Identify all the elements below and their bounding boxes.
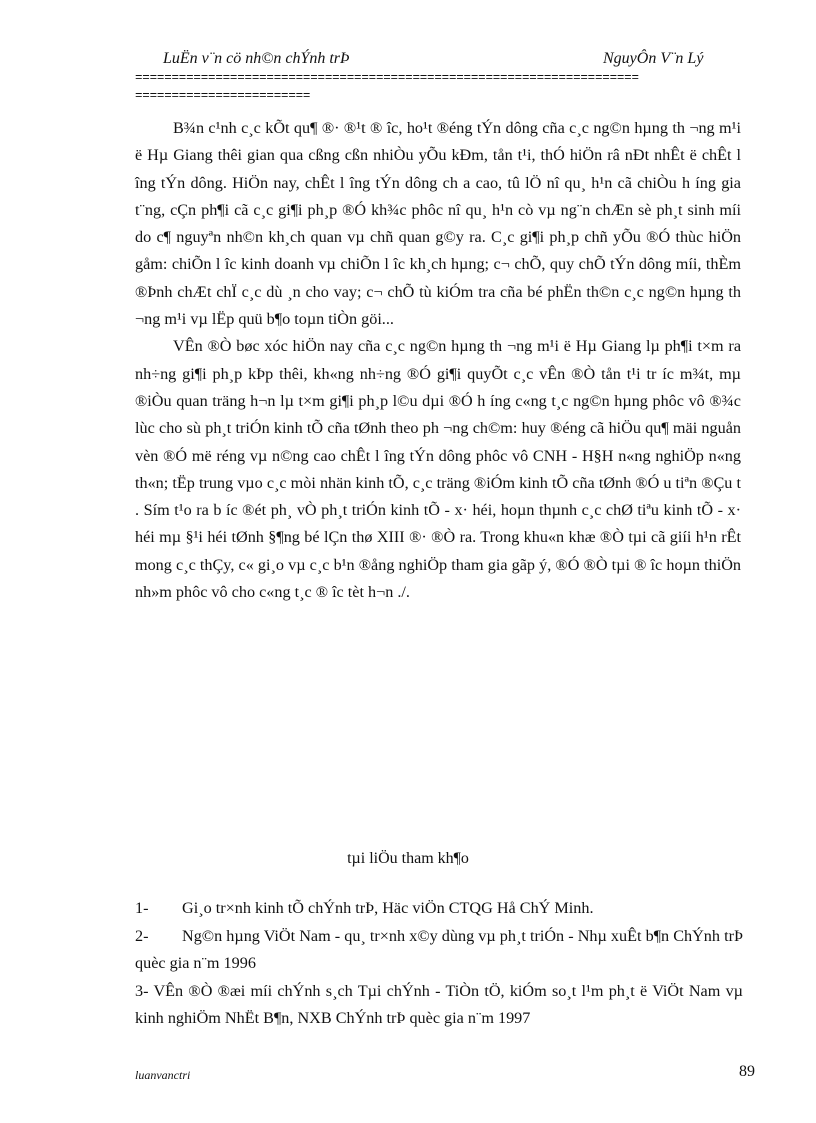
page-number: 89 — [739, 1063, 755, 1080]
reference-text: Gi¸o tr×nh kinh tÕ chÝnh trÞ, Häc viÖn CTQG Hå ChÝ Minh. — [182, 899, 594, 917]
references-title: tµi liÖu tham kh¶o — [347, 850, 469, 867]
reference-item — [135, 923, 743, 978]
reference-text: VÊn ®Ò ®æi míi chÝnh s¸ch Tµi chÝnh - TiÒn tÖ, kiÓm so¸t l¹m ph¸t ë ViÖt Nam vµ kinh nghiÖm NhËt B¶n, NXB ChÝnh trÞ quèc gia n¨m 1997 — [135, 981, 743, 1027]
body-text — [135, 115, 741, 606]
running-header-author: NguyÔn V¨n Lý — [603, 50, 704, 67]
header-rule-line-2: ======================== — [135, 89, 311, 103]
header-rule-line-1: ===================================================================== — [135, 71, 639, 85]
body-paragraph-2: VÊn ®Ò bøc xóc hiÖn nay cña c¸c ng©n hµng th ¬ng m¹i ë Hµ Giang lµ ph¶i t×m ra nh÷ng gi¶i ph¸p kÞp thêi, kh«ng nh÷ng ®Ó gi¶i quyÕt c¸c vÊn ®Ò tån t¹i tr íc m¾t, mµ ®iÒu quan träng h¬n lµ t×m gi¶i ph¸p l©u dµi ®Ó h íng c«ng t¸c ng©n hµng phôc vô ®¾c lùc cho sù ph¸t triÓn kinh tÕ cña tØnh theo ph ¬ng ch©m: huy ®éng cã hiÖu qu¶ mäi nguån vèn ®Ó më réng vµ n©ng cao chÊt l îng tÝn dông phôc vô CNH - H§H n«ng nghiÖp n«ng th«n; tËp trung vµo c¸c mòi nhän kinh tÕ, c¸c träng ®iÓm kinh tÕ cña tØnh ®Ó u tiªn ®Çu t . Sím t¹o ra b íc ®ét ph¸ vÒ ph¸t triÓn kinh tÕ - x· héi, hoµn thµnh c¸c chØ tiªu kinh tÕ - x· héi mµ §¹i héi tØnh §¶ng bé lÇn thø XIII ®· ®Ò ra. Trong khu«n khæ ®Ò tµi cã giíi h¹n rÊt mong c¸c thÇy, c« gi¸o vµ c¸c b¹n ®ång nghiÖp tham gia gãp ý, ®Ó ®Ò tµi ® îc hoµn thiÖn nh»m phôc vô cho c«ng t¸c ® îc tèt h¬n ./. — [135, 337, 741, 602]
reference-item — [135, 895, 743, 923]
reference-item — [135, 978, 743, 1033]
references-list — [135, 895, 743, 1033]
reference-number: 3- — [135, 981, 149, 1000]
reference-number: 2- — [135, 926, 149, 945]
running-header-title: LuËn v¨n cö nh©n chÝnh trÞ — [163, 50, 350, 67]
reference-text: Ng©n hµng ViÖt Nam - qu¸ tr×nh x©y dùng vµ ph¸t triÓn - Nhµ xuÊt b¶n ChÝnh trÞ quèc gia n¨m 1996 — [135, 926, 743, 972]
footer-label: luanvanctri — [135, 1068, 191, 1082]
reference-number: 1- — [135, 899, 149, 917]
body-paragraph-1: B¾n c¹nh c¸c kÕt qu¶ ®· ®¹t ® îc, ho¹t ®éng tÝn dông cña c¸c ng©n hµng th ¬ng m¹i ë Hµ Giang thêi gian qua cßng cßn nhiÒu yÕu kÐm, tån t¹i, thÓ hiÖn râ nÐt nhÊt ë chÊt l îng tÝn dông. HiÖn nay, chÊt l îng tÝn dông ch a cao, tû lÖ nî qu¸ h¹n cã chiÒu h íng gia t¨ng, cÇn ph¶i cã c¸c gi¶i ph¸p ®Ó kh¾c phôc nî qu¸ h¹n cò vµ ng¨n chÆn sè ph¸t sinh míi do c¶ nguyªn nh©n kh¸ch quan vµ chñ quan g©y ra. C¸c gi¶i ph¸p chñ yÕu ®Ó thùc hiÖn gåm: chiÕn l îc kinh doanh vµ chiÕn l îc kh¸ch hµng; c¬ chÕ, quy chÕ tÝn dông míi, thÈm ®Þnh chÆt chÏ c¸c dù ¸n cho vay; c¬ chÕ tù kiÓm tra cña bé phËn th©n c¸c ng©n hµng th ¬ng m¹i vµ lËp quü b¶o toµn tiÒn göi... — [135, 119, 741, 329]
